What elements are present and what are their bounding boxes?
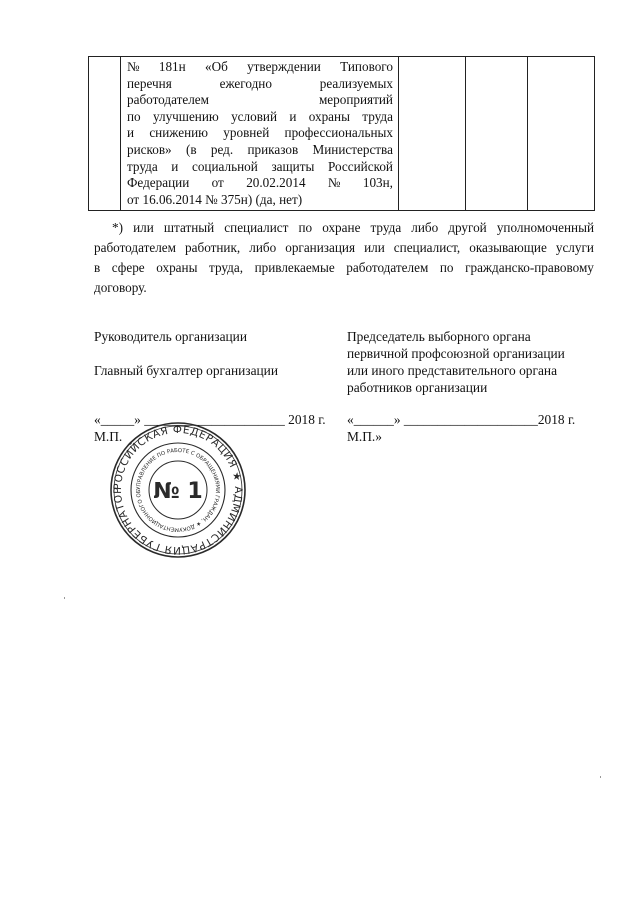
word: привлекаемые [254, 260, 335, 275]
table-cell-empty [528, 57, 594, 210]
stamp-seal-icon [108, 420, 248, 560]
table-text-line [127, 159, 393, 176]
word: условий [231, 108, 278, 124]
word: в [94, 260, 101, 275]
word: ежегодно [219, 75, 272, 91]
word: реализуемых [319, 75, 393, 91]
table-fragment [88, 56, 595, 211]
word: и [289, 108, 297, 124]
stamp-outer-text: РОССИЙСКАЯ ФЕДЕРАЦИЯ ★ АДМИНИСТРАЦИЯ ГУБЕРНАТОР [111, 423, 245, 557]
word: «Об [204, 59, 228, 74]
word: профессиональных [284, 125, 393, 141]
left-date-line: «_____» _____________________ 2018 г. [94, 412, 326, 427]
table-text-line [127, 59, 393, 76]
scan-speck [600, 776, 601, 778]
table-cell-number [89, 57, 121, 210]
right-role-line: первичной профсоюзной организации [347, 346, 565, 361]
word: работодателем [94, 240, 176, 255]
footnote-line [94, 238, 594, 258]
word: улучшению [152, 108, 219, 124]
footnote [94, 218, 594, 298]
word: социальной [191, 158, 258, 174]
word: Типового [340, 59, 393, 74]
word: по [439, 260, 454, 275]
footnote-line [94, 258, 594, 278]
word: и [127, 125, 135, 141]
stamp-number: № 1 [153, 479, 203, 504]
word: по [127, 108, 141, 124]
word: уполномоченный [496, 220, 594, 235]
word: № [127, 59, 140, 74]
word: штатный [163, 220, 215, 235]
word: и [171, 158, 179, 174]
right-role-line: или иного представительного органа [347, 363, 558, 378]
word: гражданско-правовому [465, 260, 594, 275]
word: труда [362, 108, 393, 124]
word: ред. [210, 141, 234, 157]
word: (в [185, 141, 197, 157]
word: 103н, [362, 175, 393, 191]
table-text-line [127, 142, 393, 159]
word: от [211, 175, 224, 191]
word: перечня [127, 75, 172, 91]
word: или [364, 240, 385, 255]
left-role-accountant: Главный бухгалтер организации [94, 363, 279, 378]
right-role-line: работников организации [347, 380, 488, 395]
word: либо [249, 240, 277, 255]
table-cell-empty [399, 57, 466, 210]
word: 20.02.2014 [246, 175, 306, 191]
word: Министерства [312, 141, 393, 157]
table-text-line [127, 192, 393, 209]
word: услуги [555, 240, 594, 255]
word: по [298, 220, 313, 235]
word: работник, [185, 240, 241, 255]
word: сфере [111, 260, 145, 275]
word: охраны [156, 260, 198, 275]
word: работодателем [346, 260, 429, 275]
word: труда, [209, 260, 243, 275]
word: мероприятий [318, 92, 393, 108]
word: или [133, 220, 154, 235]
word: организация [285, 240, 356, 255]
word: защиты [271, 158, 315, 174]
word: снижению [149, 125, 209, 141]
word: от 16.06.2014 № 375н) (да, нет) [127, 191, 303, 207]
word: Российской [327, 158, 393, 174]
word: специалист, [393, 240, 461, 255]
table-text-line [127, 175, 393, 192]
word: труда [370, 220, 402, 235]
official-stamp [108, 420, 248, 560]
word: *) [112, 220, 123, 235]
word: договору. [94, 280, 147, 295]
word: охраны [308, 108, 350, 124]
word: оказывающие [469, 240, 547, 255]
table-text-line [127, 125, 393, 142]
word: приказов [247, 141, 299, 157]
footnote-line [94, 218, 594, 238]
left-role-head: Руководитель организации [94, 329, 248, 344]
table-text-line [127, 109, 393, 126]
word: Федерации [127, 175, 190, 191]
word: уровней [223, 125, 270, 141]
word: № [327, 175, 341, 191]
word: 181н [158, 59, 186, 74]
footnote-line [94, 278, 594, 298]
table-text-line [127, 76, 393, 93]
right-date-line: «______» ____________________2018 г. [347, 412, 576, 427]
word: труда [127, 158, 158, 174]
word: либо [411, 220, 439, 235]
table-cell-empty [466, 57, 528, 210]
table-text-line [127, 92, 393, 109]
word: утверждении [247, 59, 321, 74]
word: охране [322, 220, 361, 235]
right-stamp-place: М.П.» [347, 429, 382, 444]
table-cell-text [121, 57, 399, 210]
left-stamp-place: М.П. [94, 429, 123, 444]
scan-speck [64, 597, 65, 599]
word: другой [448, 220, 487, 235]
word: рисков» [127, 141, 172, 157]
word: работодателем [127, 92, 209, 108]
right-role-line: Председатель выборного органа [347, 329, 531, 344]
word: специалист [224, 220, 289, 235]
stamp-inner-text: УПРАВЛЕНИЕ ПО РАБОТЕ С ОБРАЩЕНИЯМИ ГРАЖДАН, ★ ДОКУМЕНТАЦИОННОГО ОБ [135, 447, 221, 533]
